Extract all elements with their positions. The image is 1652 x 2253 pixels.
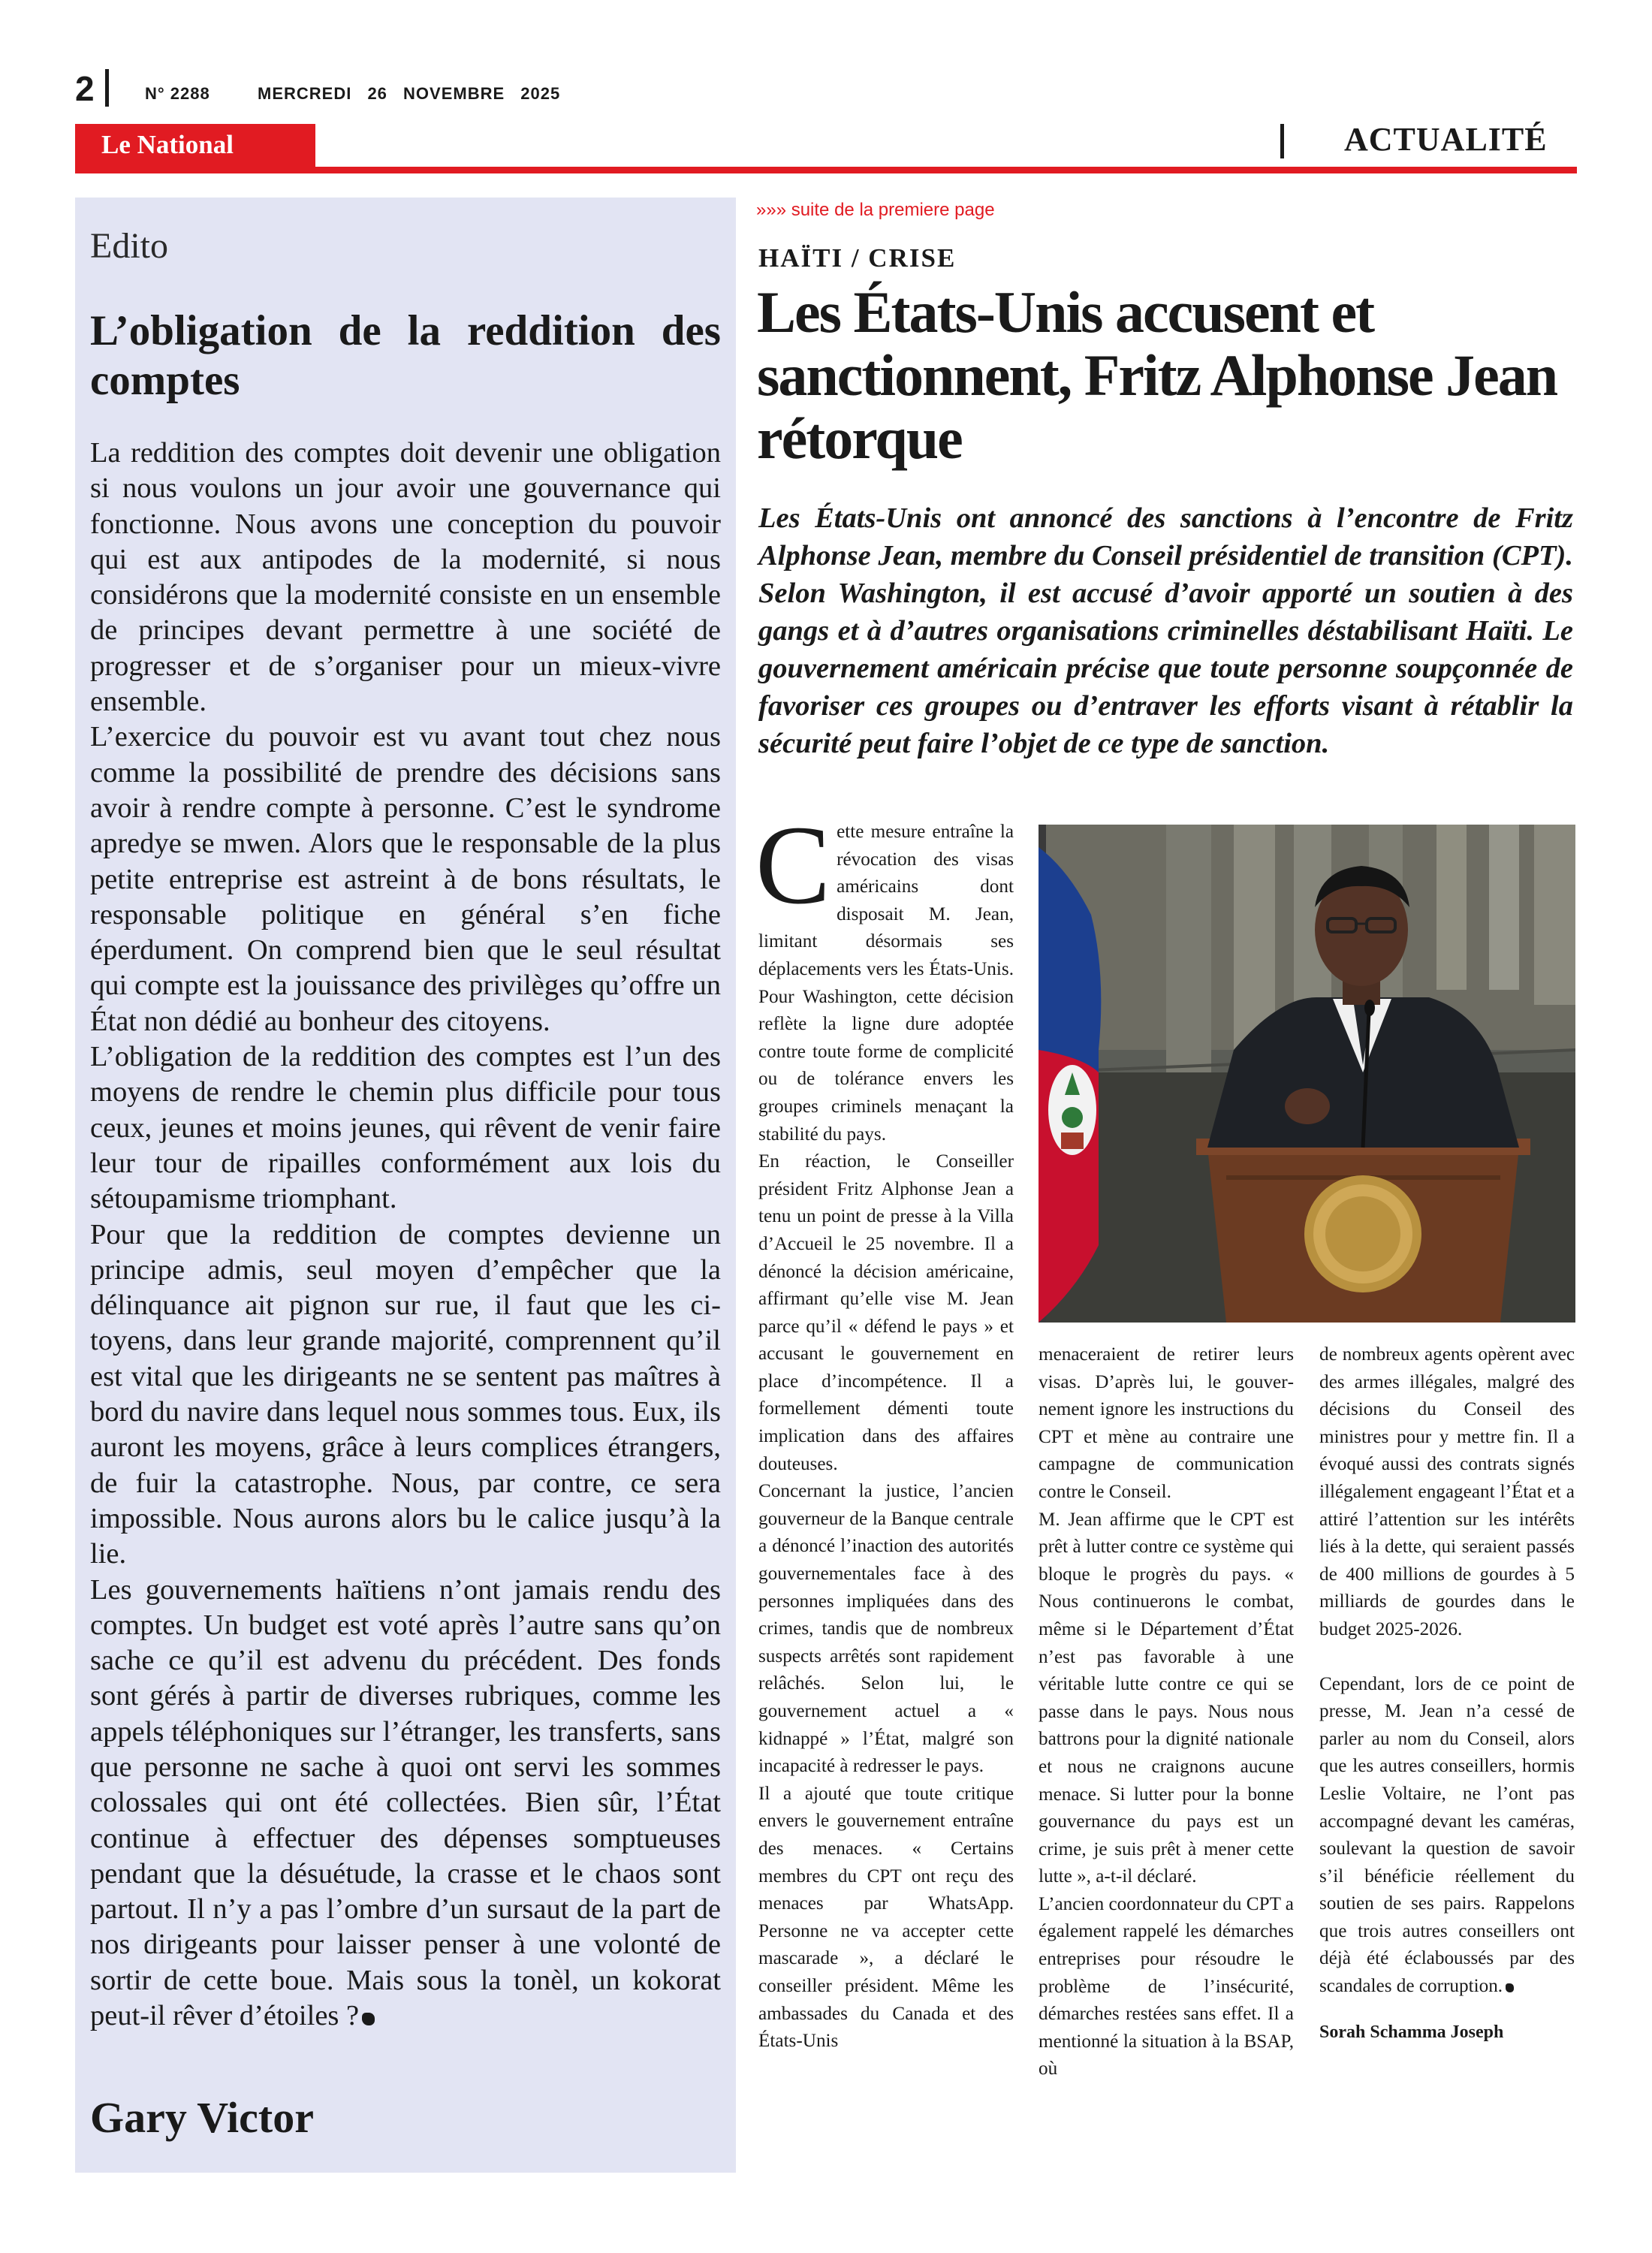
edito-paragraph: L’obligation de la reddition des comptes est l’un des moyens de rendre le chemin plus difficile pour tous ceux, jeunes et moins jeunes, qui rêvent de venir faire leur tour de ripailles conformément aux lois du sétoupamisme triomphant. bbox=[90, 1041, 721, 1215]
article-column-2 bbox=[1039, 1341, 1294, 2083]
section-divider bbox=[1280, 124, 1284, 158]
page-number: 2 bbox=[75, 69, 95, 108]
article-paragraph-text: Cependant, lors de ce point de presse, M. Jean n’a cessé de parler au nom du Conseil, alors que les autres conseillers, hormis Leslie Voltaire, ne l’ont pas accompagné devant les caméras, soulevant la question de savoir s’il bénéficie réellement du soutien de ses pairs. Rappelons que trois autres conseillers ont déjà été éclaboussés par des scandales de corruption. bbox=[1319, 1673, 1575, 1997]
edito-body bbox=[90, 436, 721, 2034]
edito-title: L’obligation de la reddition des comptes bbox=[90, 307, 721, 404]
article-paragraph: En réaction, le Conseiller président Fritz Alphonse Jean a tenu un point de presse à la Villa d’Accueil le 25 novembre. Il a dénoncé la décision américaine, affirmant qu’elle vise M. Jean parce qu’il « défend le pays » et accusant le gouvernement en place d’incompétence. Il a formellement démenti toute implication dans des affaires douteuses. bbox=[758, 1151, 1014, 1474]
article-lead: Les États-Unis ont annoncé des sanctions à l’encontre de Fritz Alphonse Jean, membre du Conseil présidentiel de transition (CPT). Selon Washington, il est accusé d’avoir apporté un soutien à des gangs et à d’autres organisations criminelles déstabilisant Haïti. Le gouvernement américain précise que toute personne soupçonnée de favoriser ces groupes ou d’entraver les efforts visant à rétablir la sécurité peut faire l’objet de ce type de sanction. bbox=[758, 502, 1573, 759]
issue-number: N° 2288 bbox=[145, 84, 210, 103]
continued-from-front-page: »»» suite de la premiere page bbox=[756, 200, 995, 220]
article-headline: Les États-Unis accusent et sanctionnent, Fritz Alphonse Jean rétorque bbox=[757, 279, 1557, 471]
end-of-article-icon bbox=[362, 2013, 375, 2025]
article-paragraph: ette mesure entraîne la révocation des visas américains dont disposait M. Jean, limitant désormais ses déplacements vers les États-Unis. Pour Washington, cette décision reflète la ligne dure adoptée contre toute forme de complicité ou de tolérance envers les groupes criminels menaçant la stabilité du pays. bbox=[758, 822, 1014, 1145]
article-paragraph bbox=[1319, 1671, 1575, 2001]
newspaper-name: Le National bbox=[101, 130, 234, 159]
end-of-article-icon bbox=[1506, 1983, 1514, 1992]
article-paragraph: menaceraient de retirer leurs visas. D’après lui, le gouvernement ignore les instructions du CPT et mène au contraire une campagne de communication contre le Conseil. bbox=[1039, 1344, 1294, 1502]
article-paragraph: Il a ajouté que toute critique envers le gouvernement entraîne des menaces. « Certains membres du CPT ont reçu des menaces par WhatsApp. Personne ne va accepter cette mascarade », a déclaré le conseiller président. Même les ambassades du Canada et des États-Unis bbox=[758, 1783, 1014, 2052]
header-rule bbox=[75, 167, 1577, 173]
article-paragraph: de nombreux agents opèrent avec des armes illégales, malgré des décisions du Conseil des ministres pour y mettre fin. Il a évoqué aussi des contrats signés illégalement engageant l’État et a attiré l’attention sur les intérêts liés à la dette, qui seraient passés de 400 millions de gourdes à 5 milliards de gourdes dans le budget 2025-2026. bbox=[1319, 1344, 1575, 1639]
page-number-divider bbox=[105, 69, 109, 107]
edito-paragraph bbox=[90, 1573, 721, 2034]
article-rubric: HAÏTI / CRISE bbox=[758, 243, 957, 273]
article-paragraph: M. Jean affirme que le CPT est prêt à lutter contre ce système qui bloque le progrès du pays. « Nous continuerons le combat, même si le Département d’État n’est pas favorable à une véritable lutte contre ce qui se passe dans le pays. Nous nous battrons pour la dignité nationale et nous ne craignons aucune menace. Si lutter pour la bonne gouvernance du pays est un crime, je suis prêt à mener cette lutte », a-t-il déclaré. bbox=[1039, 1509, 1294, 1887]
edito-kicker: Edito bbox=[90, 226, 168, 266]
edito-paragraph: La reddition des comptes doit devenir une obligation si nous voulons un jour avoir une gouvernance qui fonctionne. Nous avons une conception du pouvoir qui est aux antipodes de la modernité, si nous considérons que la modernité consiste en un ensemble de principes devant permettre à une société de progresser et de s’organiser pour un mieux-vivre ensemble. bbox=[90, 437, 721, 718]
drop-cap: C bbox=[755, 803, 831, 927]
edito-paragraph-text: Les gouvernements haïtiens n’ont jamais rendu des comptes. Un budget est voté après l’autre sans qu’on sache ce qu’il est advenu du précédent. Des fonds sont gérés à partir de diverses rubriques, comme les appels téléphoniques sur l’étranger, les transferts, sans que personne ne sache à quoi ont servi les sommes colossales qui ont été collectées. Bien sûr, l’État continue à effectuer des dépenses somptueuses pendant que la désuétude, la crasse et le chaos sont partout. Il n’y a pas l’ombre d’un sursaut de la part de nos dirigeants pour laisser penser à une volonté de sortir de cette boue. Mais sous la tonèl, un kokorat peut-il rêver d’étoiles ? bbox=[90, 1573, 721, 2032]
article-column-3 bbox=[1319, 1341, 1575, 2046]
article-byline: Sorah Schamma Joseph bbox=[1319, 2022, 1504, 2042]
article-paragraph: L’ancien coordonnateur du CPT a également rappelé les démarches entreprises pour résoudre le problème de l’insécurité, démarches restées sans effet. Il a mentionné la situation à la BSAP, où bbox=[1039, 1893, 1294, 2080]
section-title: ACTUALITÉ bbox=[1344, 121, 1548, 158]
edito-paragraph: Pour que la reddition de comptes devienne un principe admis, seul moyen d’empêcher que la délinquance ait pignon sur rue, il faut que les citoyens, dans leur grande majorité, comprennent qu’il est vital que les dirigeants ne se sentent pas maîtres à bord du navire dans lequel nous sommes tous. Eux, ils auront les moyens, grâce à leurs complices étrangers, de fuir la catastrophe. Nous, par contre, ce sera impossible. Nous aurons alors bu le calice jusqu’à la lie. bbox=[90, 1218, 721, 1570]
article-paragraph: Concernant la justice, l’ancien gouverneur de la Banque centrale a dénoncé l’inaction des autorités gouvernementales face à des personnes impliquées dans des crimes, tandis que de nombreux suspects arrêtés sont rapidement relâchés. Selon lui, le gouvernement actuel a « kidnappé » l’État, malgré son incapacité à redresser le pays. bbox=[758, 1481, 1014, 1777]
article-photo bbox=[1039, 825, 1575, 1323]
publication-date: MERCREDI 26 NOVEMBRE 2025 bbox=[258, 84, 561, 103]
edito-paragraph: L’exercice du pouvoir est vu avant tout chez nous comme la possibilité de prendre des décisions sans avoir à rendre compte à personne. C’est le syndrome apredye se mwen. Alors que le responsable de la plus petite entreprise est astreint à de bons résultats, le responsable politique en général s’en fiche éperdument. On comprend bien que le seul résultat qui compte est la jouissance des privilèges qu’offre un État non dédié au bonheur des citoyens. bbox=[90, 721, 721, 1037]
article-column-1 bbox=[755, 803, 1014, 2055]
edito-author: Gary Victor bbox=[90, 2093, 314, 2142]
